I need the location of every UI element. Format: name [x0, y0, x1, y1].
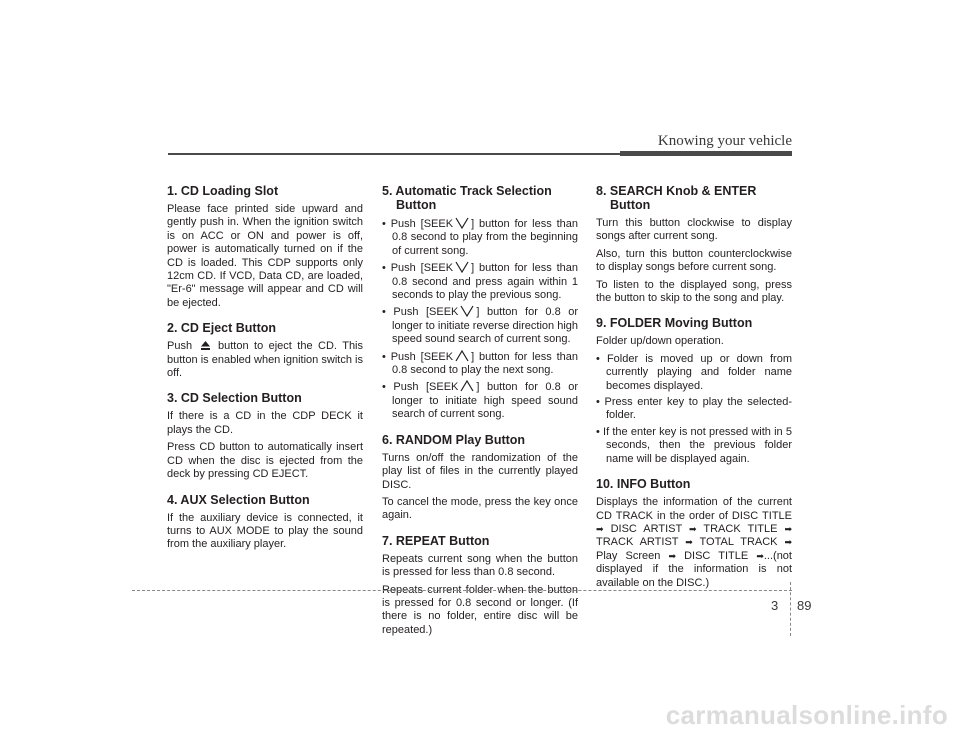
paragraph: Turns on/off the randomization of the play list of files in the currently played DISC. [382, 451, 578, 491]
arrow-right-icon: ➡ [784, 523, 793, 534]
text-fragment: • Push [SEEK [382, 306, 459, 319]
eject-icon [200, 340, 211, 351]
paragraph: Please face printed side upward and gently push in. When the ignition switch is on ACC or ON and power is off, power is automatically turned on if the CD is loaded. This CDP supports only 12cm CD. If VCD, Data CD, are loaded, "Er-6" message will appear and CD will be ejected. [167, 203, 363, 309]
section-repeat-button [382, 534, 578, 637]
header-tab-bar [620, 151, 792, 156]
section-aux-selection-button [167, 493, 363, 552]
list-item: • If the enter key is not pressed with in 5 seconds, then the previous folder name will be displayed again. [596, 425, 792, 465]
arrow-right-icon: ➡ [784, 537, 792, 548]
bullet-list [382, 217, 578, 422]
arrow-right-icon: ➡ [596, 523, 604, 534]
bullet-list [596, 353, 792, 466]
section-random-play-button [382, 433, 578, 523]
seek-up-icon [460, 380, 474, 392]
list-item [382, 305, 578, 346]
section-search-knob-enter [596, 184, 792, 305]
paragraph: If there is a CD in the CDP DECK it plays the CD. [167, 410, 363, 436]
arrow-right-icon: ➡ [668, 550, 676, 561]
section-heading: 5. Automatic Track Selection Button [382, 184, 552, 212]
section-heading: 8. SEARCH Knob & ENTER Button [596, 184, 757, 212]
section-cd-selection-button [167, 391, 363, 481]
section-heading: 4. AUX Selection Button [167, 492, 310, 507]
running-header: Knowing your vehicle [657, 133, 792, 149]
column-1 [167, 184, 363, 563]
paragraph [167, 340, 363, 380]
paragraph [596, 496, 792, 590]
paragraph: Repeats current folder when the button is pressed for 0.8 second or longer. (If there is no folder, entire disc will be repeated.) [382, 583, 578, 636]
text-fragment: TOTAL TRACK [699, 536, 778, 549]
paragraph: To listen to the displayed song, press the button to skip to the song and play. [596, 278, 792, 305]
list-item [382, 261, 578, 302]
list-item [382, 350, 578, 378]
section-heading: 9. FOLDER Moving Button [596, 316, 753, 331]
text-fragment: • Push [SEEK [382, 350, 454, 363]
section-heading: 3. CD Selection Button [167, 391, 302, 406]
list-item [382, 380, 578, 421]
text-fragment: ] button for 0.8 or longer to initiate high speed sound search of current song. [392, 381, 578, 421]
text-fragment: Play Screen [596, 549, 661, 562]
seek-down-icon [460, 305, 474, 317]
list-item: • Folder is moved up or down from currently playing and folder name becomes displayed. [596, 352, 792, 392]
text-fragment: DISC ARTIST [610, 522, 682, 535]
text-fragment: • Push [SEEK [382, 262, 454, 275]
section-heading: 10. INFO Button [596, 477, 691, 492]
page-number: 89 [797, 598, 812, 613]
text-fragment: • Push [SEEK [382, 218, 454, 230]
section-heading: 1. CD Loading Slot [167, 184, 279, 198]
text-fragment: DISC TITLE [684, 549, 749, 562]
section-heading: 2. CD Eject Button [167, 321, 277, 336]
paragraph: To cancel the mode, press the key once again. [382, 495, 578, 522]
paragraph: If the auxiliary device is connected, it turns to AUX MODE to play the sound from the auxiliary player. [167, 511, 363, 551]
text-fragment: ] button for 0.8 or longer to initiate reverse direction high speed sound search of current song. [392, 306, 578, 346]
section-cd-loading-slot [167, 184, 363, 310]
column-3 [596, 184, 792, 601]
text-fragment: ] button for less than 0.8 second and press again within 1 seconds to play the previous song. [392, 262, 578, 302]
list-item: • Press enter key to play the selected-folder. [596, 396, 792, 422]
paragraph: Folder up/down operation. [596, 335, 724, 348]
chapter-number: 3 [771, 598, 779, 613]
section-automatic-track-selection [382, 184, 578, 422]
seek-up-icon [455, 350, 469, 362]
text-fragment: ] button for less than 0.8 second to play from the beginning of current song. [392, 218, 578, 257]
list-item [382, 217, 578, 258]
seek-down-icon [455, 261, 469, 273]
section-info-button [596, 477, 792, 590]
text-fragment: TRACK TITLE [703, 522, 778, 535]
text-fragment: Push [167, 340, 193, 353]
text-fragment: • Push [SEEK [382, 381, 459, 394]
arrow-right-icon: ➡ [689, 523, 697, 534]
section-folder-moving-button [596, 316, 792, 466]
section-heading: 7. REPEAT Button [382, 533, 490, 548]
footer-dashed-rule [132, 590, 792, 591]
text-fragment: ] button for less than 0.8 second to play the next song. [392, 350, 578, 377]
paragraph: Also, turn this button counterclockwise to display songs before current song. [596, 247, 792, 274]
paragraph: Repeats current song when the button is pressed for less than 0.8 second. [382, 552, 578, 579]
text-fragment: Displays the information of the current CD TRACK in the order of DISC TITLE [596, 496, 792, 522]
seek-down-icon [455, 217, 469, 229]
watermark: carmanualsonline.info [665, 700, 948, 730]
section-cd-eject-button [167, 321, 363, 380]
paragraph: Press CD button to automatically insert CD when the disc is ejected from the deck by pressing CD EJECT. [167, 441, 363, 481]
text-fragment: button to eject the CD. This button is enabled when ignition switch is off. [167, 340, 364, 380]
column-2 [382, 184, 578, 648]
text-fragment: TRACK ARTIST [596, 536, 679, 549]
text-fragment: ...(not displayed if the information is not available on the DISC.) [596, 549, 792, 589]
footer-dashed-divider [790, 582, 791, 636]
section-heading: 6. RANDOM Play Button [382, 432, 526, 447]
arrow-right-icon: ➡ [685, 537, 693, 548]
arrow-right-icon: ➡ [756, 550, 764, 561]
paragraph: Turn this button clockwise to display songs after current song. [596, 217, 792, 243]
